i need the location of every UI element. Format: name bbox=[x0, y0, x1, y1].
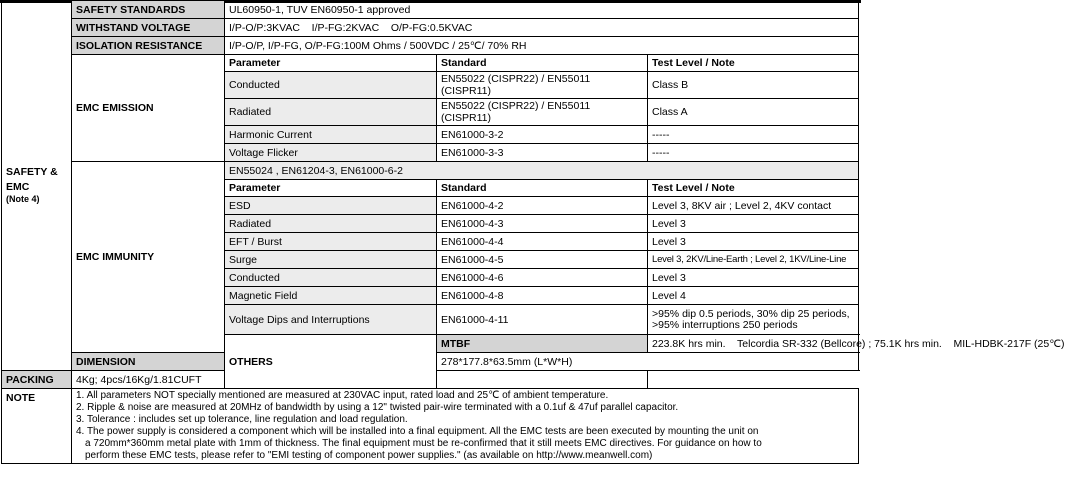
row-safety-standards bbox=[2, 1, 859, 19]
immunity-level bbox=[648, 305, 859, 335]
emission-standard: EN61000-3-3 bbox=[437, 144, 648, 162]
emission-header-row bbox=[2, 55, 859, 72]
note-content bbox=[72, 389, 859, 464]
row-packing bbox=[2, 371, 859, 389]
row-withstand-voltage bbox=[2, 19, 859, 37]
emission-param: Radiated bbox=[225, 99, 437, 126]
immunity-standard: EN61000-4-2 bbox=[437, 197, 648, 215]
immunity-level: Level 3, 8KV air ; Level 2, 4KV contact bbox=[648, 197, 859, 215]
note-item-4-cont-1: a 720mm*360mm metal plate with 1mm of thickness. The final equipment must be re-confirmed that it still meets EMC directives. For guidance on how to bbox=[85, 438, 762, 449]
note-item-3: 3. Tolerance : includes set up tolerance, line regulation and load regulation. bbox=[76, 414, 408, 425]
immunity-header-standard: Standard bbox=[437, 180, 648, 197]
immunity-standards-line: EN55024 , EN61204-3, EN61000-6-2 bbox=[225, 162, 859, 180]
dips-note-line2: >95% interruptions 250 periods bbox=[652, 318, 798, 331]
emission-level: Class A bbox=[648, 99, 859, 126]
emission-param: Harmonic Current bbox=[225, 126, 437, 144]
immunity-param: EFT / Burst bbox=[225, 233, 437, 251]
category-line2: EMC bbox=[6, 181, 30, 193]
emc-emission-label: EMC EMISSION bbox=[72, 55, 225, 162]
immunity-param: Radiated bbox=[225, 215, 437, 233]
note-item-2: 2. Ripple & noise are measured at 20MHz of bandwidth by using a 12" twisted pair-wire terminated with a 0.1uf & 47uf parallel capacitor. bbox=[76, 402, 679, 413]
immunity-standard: EN61000-4-3 bbox=[437, 215, 648, 233]
immunity-standard: EN61000-4-11 bbox=[437, 305, 648, 335]
dimension-label: DIMENSION bbox=[72, 353, 225, 371]
category-line3: (Note 4) bbox=[6, 194, 40, 204]
note-label: NOTE bbox=[2, 389, 72, 464]
category-safety-emc bbox=[2, 1, 72, 371]
immunity-standard: EN61000-4-8 bbox=[437, 287, 648, 305]
emission-header-parameter: Parameter bbox=[225, 55, 437, 72]
row-isolation-resistance bbox=[2, 37, 859, 55]
immunity-level: Level 3 bbox=[648, 269, 859, 287]
mtbf-label: MTBF bbox=[437, 335, 648, 353]
emc-immunity-label: EMC IMMUNITY bbox=[72, 162, 225, 353]
immunity-param: Conducted bbox=[225, 269, 437, 287]
emission-level: Class B bbox=[648, 72, 859, 99]
isolation-resistance-label: ISOLATION RESISTANCE bbox=[72, 37, 225, 55]
safety-standards-value: UL60950-1, TUV EN60950-1 approved bbox=[225, 1, 859, 19]
immunity-standard: EN61000-4-5 bbox=[437, 251, 648, 269]
note-item-4-cont-2: perform these EMC tests, please refer to "EMI testing of component power supplies." (as available on http://www.meanwell.com) bbox=[85, 450, 653, 461]
category-line1: SAFETY & bbox=[6, 166, 58, 178]
immunity-level: Level 3, 2KV/Line-Earth ; Level 2, 1KV/Line-Line bbox=[648, 251, 859, 269]
immunity-level: Level 4 bbox=[648, 287, 859, 305]
immunity-level: Level 3 bbox=[648, 215, 859, 233]
emission-header-level: Test Level / Note bbox=[648, 55, 859, 72]
immunity-header-parameter: Parameter bbox=[225, 180, 437, 197]
isolation-resistance-value: I/P-O/P, I/P-FG, O/P-FG:100M Ohms / 500VDC / 25℃/ 70% RH bbox=[225, 37, 859, 55]
dimension-value: 278*177.8*63.5mm (L*W*H) bbox=[437, 353, 859, 371]
packing-value: 4Kg; 4pcs/16Kg/1.81CUFT bbox=[72, 371, 648, 389]
withstand-voltage-value: I/P-O/P:3KVAC I/P-FG:2KVAC O/P-FG:0.5KVAC bbox=[225, 19, 859, 37]
emission-level: ----- bbox=[648, 126, 859, 144]
note-item-1: 1. All parameters NOT specially mentioned are measured at 230VAC input, rated load and 25℃ of ambient temperature. bbox=[76, 390, 609, 401]
mtbf-value: 223.8K hrs min. Telcordia SR-332 (Bellcore) ; 75.1K hrs min. MIL-HDBK-217F (25℃) bbox=[648, 335, 859, 353]
immunity-standards-row bbox=[2, 162, 859, 180]
row-note bbox=[2, 389, 859, 464]
immunity-standard: EN61000-4-4 bbox=[437, 233, 648, 251]
packing-label: PACKING bbox=[2, 371, 72, 389]
dips-note-line1: >95% dip 0.5 periods, 30% dip 25 periods, bbox=[652, 307, 850, 320]
withstand-voltage-label: WITHSTAND VOLTAGE bbox=[72, 19, 225, 37]
immunity-standard: EN61000-4-6 bbox=[437, 269, 648, 287]
immunity-level: Level 3 bbox=[648, 233, 859, 251]
specification-table bbox=[1, 0, 1065, 464]
emission-standard: EN61000-3-2 bbox=[437, 126, 648, 144]
note-item-4: 4. The power supply is considered a component which will be installed into a final equipment. All the EMC tests are been executed by mounting the unit on bbox=[76, 426, 759, 437]
emission-level: ----- bbox=[648, 144, 859, 162]
safety-standards-label: SAFETY STANDARDS bbox=[72, 1, 225, 19]
immunity-param: Surge bbox=[225, 251, 437, 269]
emission-header-standard: Standard bbox=[437, 55, 648, 72]
immunity-header-level: Test Level / Note bbox=[648, 180, 859, 197]
emission-param: Conducted bbox=[225, 72, 437, 99]
immunity-param: ESD bbox=[225, 197, 437, 215]
immunity-param: Magnetic Field bbox=[225, 287, 437, 305]
emission-standard: EN55022 (CISPR22) / EN55011 (CISPR11) bbox=[437, 99, 648, 126]
category-others: OTHERS bbox=[225, 335, 437, 389]
emission-param: Voltage Flicker bbox=[225, 144, 437, 162]
emission-standard: EN55022 (CISPR22) / EN55011 (CISPR11) bbox=[437, 72, 648, 99]
immunity-param: Voltage Dips and Interruptions bbox=[225, 305, 437, 335]
